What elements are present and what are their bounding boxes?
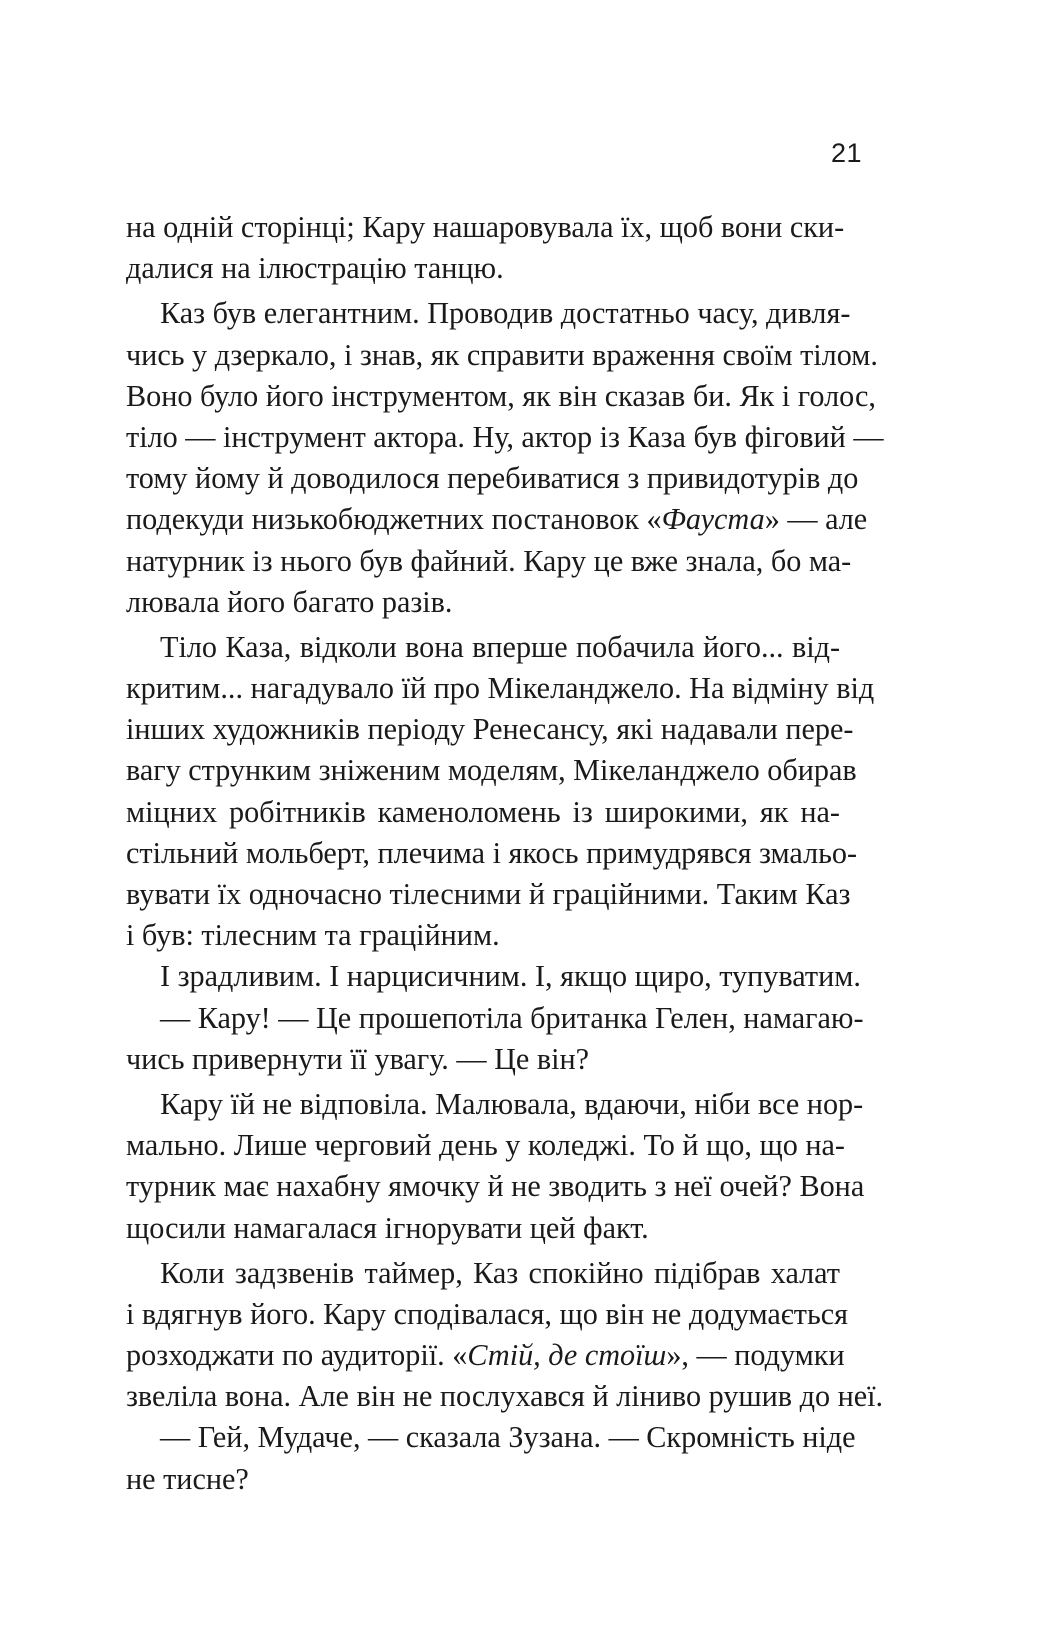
text-line: чись привернути її увагу. — Це він? (126, 1041, 590, 1076)
paragraph (126, 1417, 856, 1499)
paragraph (126, 207, 845, 289)
text-line: Коли задзвенів таймер, Каз спокійно підібрав халат (160, 1255, 840, 1290)
paragraph (126, 627, 875, 957)
paragraph (126, 998, 864, 1080)
text-line: тому йому й доводилося перебиватися з привидотурів до (126, 461, 859, 496)
text-line: критим... нагадувало їй про Мікеланджело. На відміну від (126, 671, 875, 706)
text-line: тіло — інструмент актора. Ну, актор із Каза був фіговий — (126, 419, 884, 454)
text-line: міцних робітників каменоломень із широкими, як на- (126, 794, 840, 829)
text-line: турник має нахабну ямочку й не зводить з неї очей? Вона (126, 1169, 865, 1204)
text-line: вувати їх одночасно тілесними й граційними. Таким Каз (126, 877, 851, 911)
italic-title: Фауста (661, 502, 765, 537)
text-line: Воно було його інструментом, як він сказав би. Як і голос, (126, 378, 876, 413)
text-segment: розходжати по аудиторії. « (126, 1338, 468, 1373)
text-line-with-italic (126, 499, 868, 540)
text-segment: », — подумки (666, 1338, 845, 1373)
paragraph (126, 1084, 865, 1249)
text-line: вагу струнким зніженим моделям, Мікеланджело обирав (126, 753, 857, 788)
paragraph (126, 956, 861, 997)
page-number: 21 (830, 138, 862, 168)
body-text (126, 207, 884, 1500)
text-line: і був: тілесним та граційним. (126, 918, 500, 953)
paragraph (126, 293, 884, 623)
text-line: — Кару! — Це прошепотіла британка Гелен, намагаю- (160, 1000, 864, 1035)
text-line: не тисне? (126, 1461, 249, 1496)
text-line: чись у дзеркало, і знав, як справити враження своїм тілом. (126, 337, 878, 372)
text-line: Каз був елегантним. Проводив достатньо часу, дивля- (160, 296, 851, 331)
text-line: стільний мольберт, плечима і якось примудрявся змальо- (126, 835, 858, 870)
text-line-with-italic (126, 1335, 845, 1376)
text-line: на одній сторінці; Кару нашаровувала їх, щоб вони ски- (126, 210, 845, 244)
paragraph (126, 1253, 884, 1418)
text-segment: » — але (764, 502, 868, 537)
text-line: мально. Лише черговий день у коледжі. То й що, що на- (126, 1128, 845, 1163)
text-line: щосили намагалася ігнорувати цей факт. (126, 1210, 649, 1245)
text-line: звеліла вона. Але він не послухався й ліниво рушив до неї. (126, 1379, 884, 1414)
italic-quote: Стій, де стоїш (467, 1338, 667, 1373)
text-line: — Гей, Мудаче, — сказала Зузана. — Скромність ніде (160, 1420, 856, 1455)
text-line: натурник із нього був файний. Кару це вже знала, бо ма- (126, 543, 852, 578)
text-line: Тіло Каза, відколи вона вперше побачила його... від- (160, 629, 840, 664)
text-line: і вдягнув його. Кару сподівалася, що він не додумається (126, 1296, 848, 1331)
text-line: лювала його багато разів. (126, 584, 453, 619)
text-line: Кару їй не відповіла. Малювала, вдаючи, ніби все нор- (160, 1086, 864, 1121)
text-line: І зрадливим. І нарцисичним. І, якщо щиро, тупуватим. (160, 959, 861, 994)
text-line: інших художників періоду Ренесансу, які надавали пере- (126, 712, 854, 747)
text-segment: подекуди низькобюджетних постановок « (126, 502, 662, 537)
text-line: далися на ілюстрацію танцю. (126, 251, 504, 286)
